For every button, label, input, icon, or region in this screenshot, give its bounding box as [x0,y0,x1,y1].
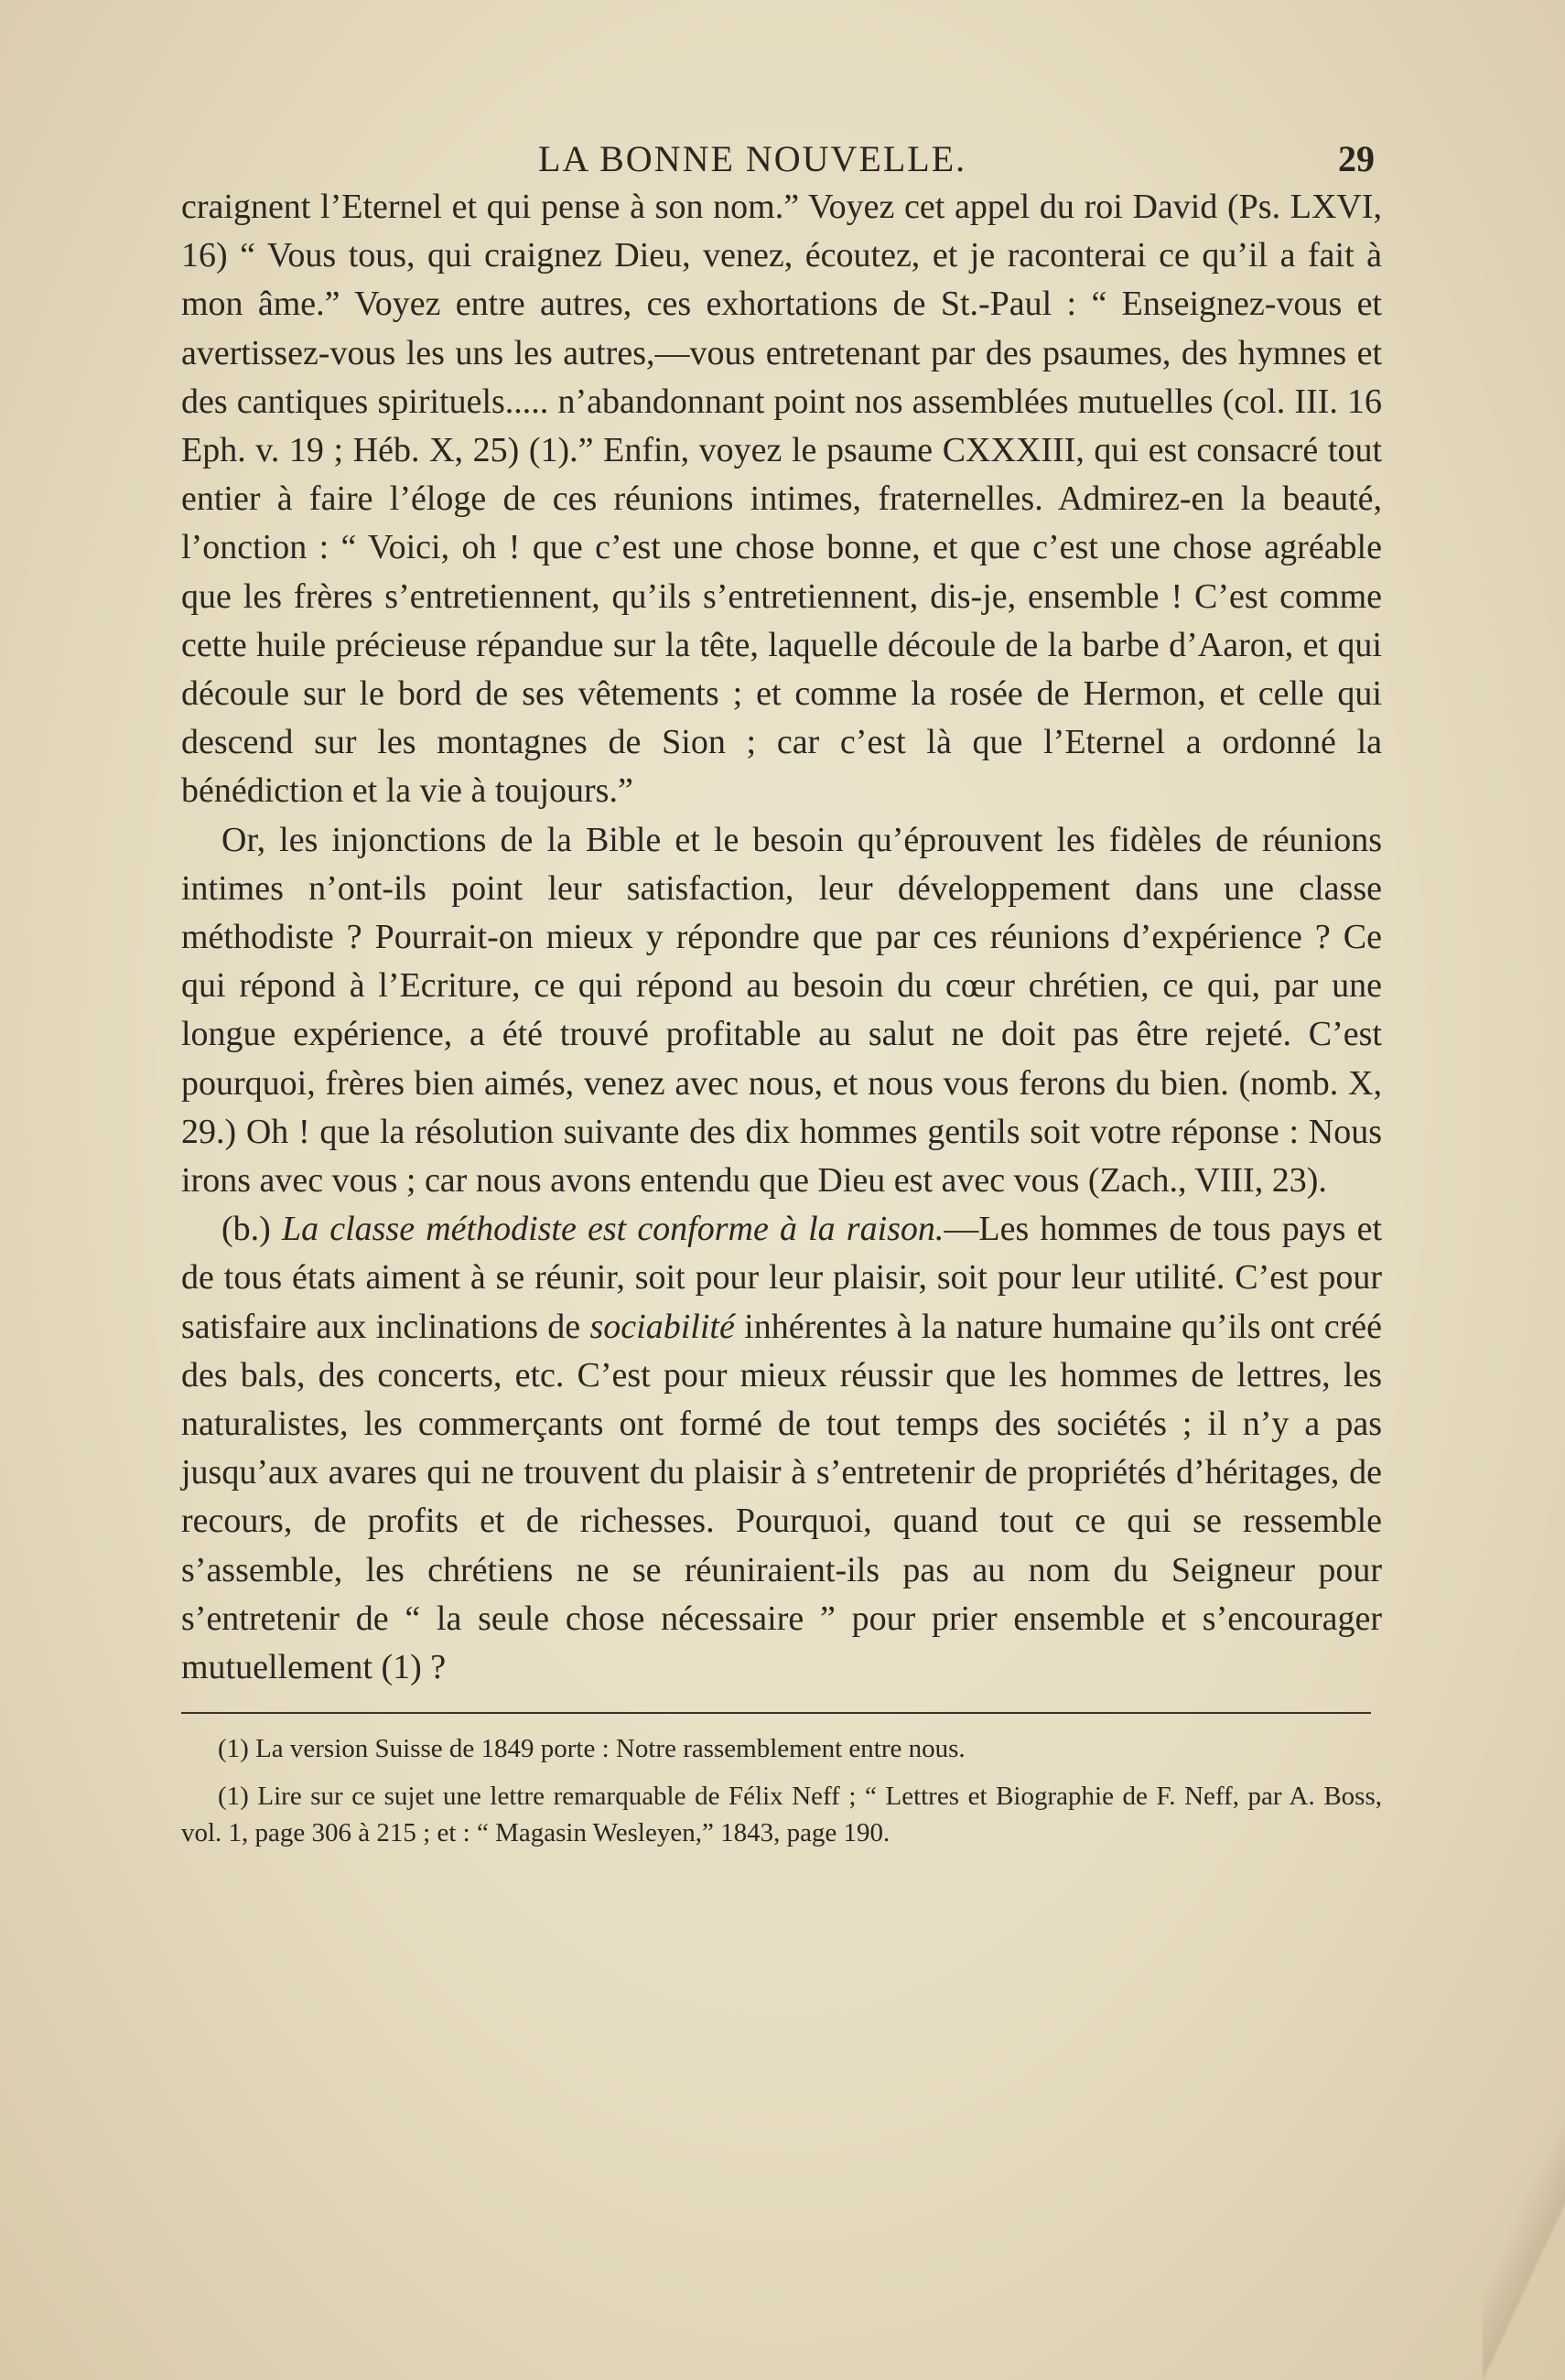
page-content [181,128,1382,1862]
emphasized-word: sociabilité [589,1307,735,1346]
paragraph-3-text-a: —Les hommes de tous pays et de tous états aiment à se réunir, soit pour leur plaisir, soit pour leur utilité. C’est pour satisfaire aux inclinations de [181,1210,1382,1346]
paragraph-3 [181,1205,1382,1692]
footnote-divider [181,1712,1371,1714]
running-head: LA BONNE NOUVELLE. [538,138,967,179]
body-text [181,183,1382,1692]
paragraph-2: Or, les injonctions de la Bible et le besoin qu’éprouvent les fidèles de réunions intimes n’ont-ils point leur satisfaction, leur développement dans une classe méthodiste ? Pourrait-on mieux y répondre que par ces réunions d’expérience ? Ce qui répond à l’Ecriture, ce qui répond au besoin du cœur chrétien, ce qui, par une longue expérience, a été trouvé profitable au salut ne doit pas être rejeté. C’est pourquoi, frères bien aimés, venez avec nous, et nous vous ferons du bien. (nomb. X, 29.) Oh ! que la résolution suivante des dix hommes gentils soit votre réponse : Nous irons avec vous ; car nous avons entendu que Dieu est avec vous (Zach., VIII, 23). [181,820,1382,1201]
section-heading: La classe méthodiste est conforme à la raison. [281,1210,944,1249]
footnote-1: (1) La version Suisse de 1849 porte : Notre rassemblement entre nous. [218,1734,966,1764]
paragraph-3-text-b: inhérentes à la nature humaine qu’ils ont créé des bals, des concerts, etc. C’est pour mieux réussir que les hommes de lettres, les naturalistes, les commerçants ont formé de tout temps des sociétés ; il n’y a pas jusqu’aux avares qui ne trouvent du plaisir à s’entretenir de propriétés d’héritages, de recours, de profits et de richesses. Pourquoi, quand tout ce qui se ressemble s’assemble, les chrétiens ne se réuniraient-ils pas au nom du Seigneur pour s’entretenir de “ la seule chose nécessaire ” pour prier ensemble et s’encourager mutuellement (1) ? [181,1307,1383,1687]
paragraph-1: craignent l’Eternel et qui pense à son nom.” Voyez cet appel du roi David (Ps. LXVI, 16) “ Vous tous, qui craignez Dieu, venez, écoutez, et je raconterai ce qu’il a fait à mon âme.” Voyez entre autres, ces exhortations de St.-Paul : “ Enseignez-vous et avertissez-vous les uns les autres,—vous entretenant par des psaumes, des hymnes et des cantiques spirituels..... n’abandonnant point nos assemblées mutuelles (col. III. 16 Eph. v. 19 ; Héb. X, 25) (1).” Enfin, voyez le psaume CXXXIII, qui est consacré tout entier à faire l’éloge de ces réunions intimes, fraternelles. Admirez-en la beauté, l’onction : “ Voici, oh ! que c’est une chose bonne, et que c’est une chose agréable que les frères s’entretiennent, qu’ils s’entretiennent, dis-je, ensemble ! C’est comme cette huile précieuse répandue sur la tête, laquelle découle de la barbe d’Aaron, et qui découle sur le bord de ses vêtements ; et comme la rosée de Hermon, et celle qui descend sur les montagnes de Sion ; car c’est là que l’Eternel a ordonné la bénédiction et la vie à toujours.” [181,188,1382,811]
footnotes [181,1730,1382,1851]
section-label: (b.) [221,1210,271,1249]
footnote-2: (1) Lire sur ce sujet une lettre remarquable de Félix Neff ; “ Lettres et Biographie de F. Neff, par A. Boss, vol. 1, page 306 à 215 ; et : “ Magasin Wesleyen,” 1843, page 190. [181,1782,1382,1848]
page-header [181,128,1382,183]
page-number: 29 [1338,138,1375,179]
